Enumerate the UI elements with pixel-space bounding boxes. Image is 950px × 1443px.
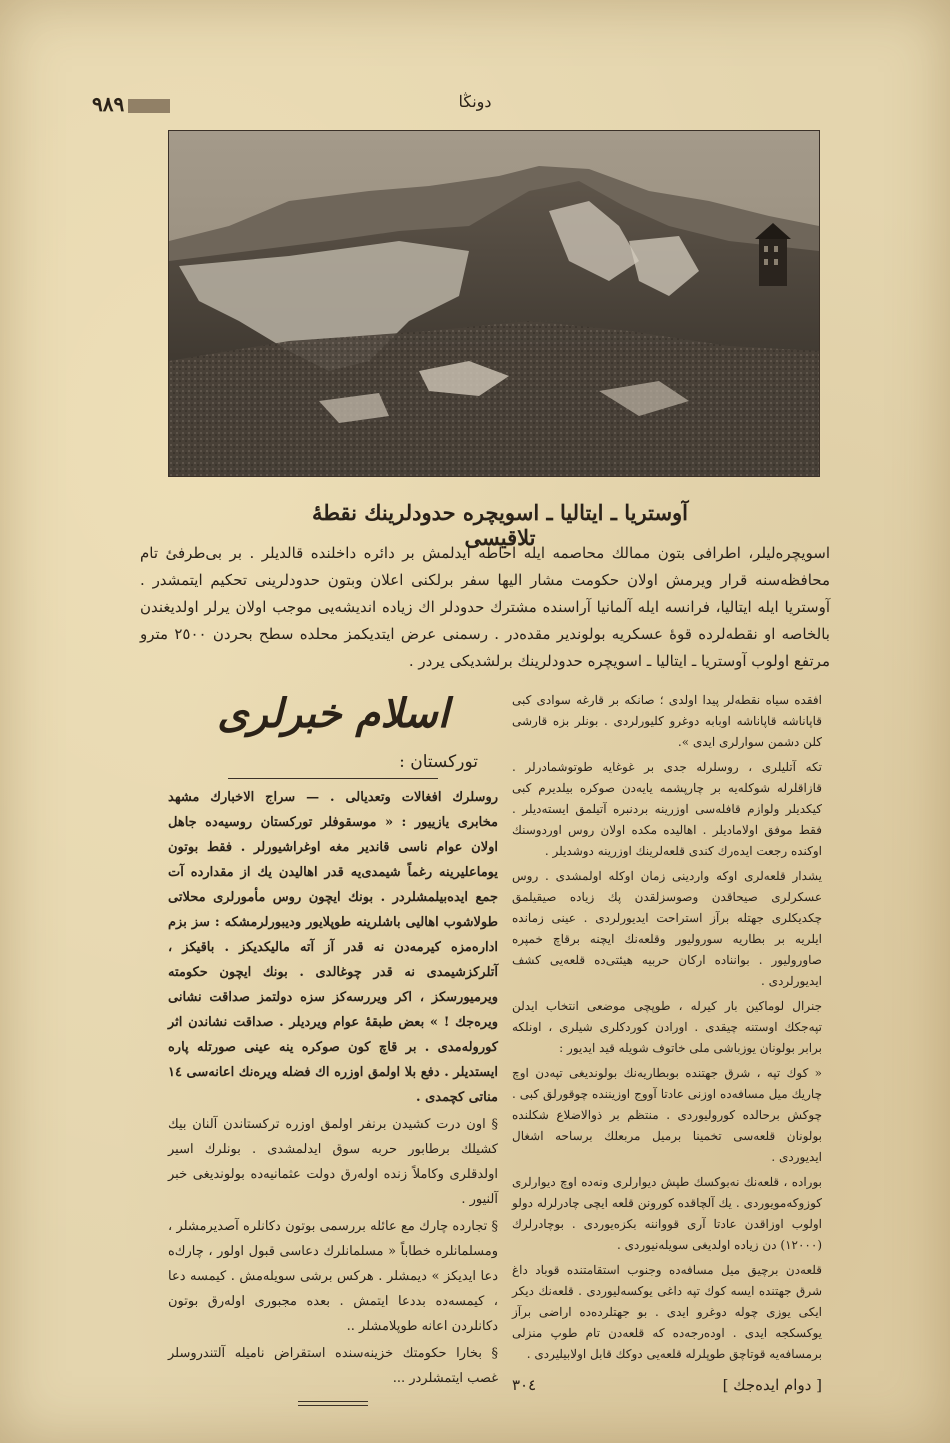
story-paragraph: جنرال لوماكين بار كيرله ، طوپچى موضعى انتخاب ايدلن تپه‌جكك اوستنه چيقدى . اورادن كوردكلرى شيلرى ، اونلكه برابر بولونان يوزباشى ملى خاتوف شويله قيد ايديور : [512, 999, 822, 1055]
intro-paragraph [140, 540, 830, 675]
news-item: روسلرك افغالات وتعديالى . — سراج الاخبارك مشهد مخابرى يازييور : « موسقوفلر توركستان روسيه‌ده جاهل اولان عوام ناسى قاندير مغه اوغراشيورلر . فقط بوتون يوماعليرينه رغماً شيمدى‌يه قدر اهاليدن يك از مقدارده آت جمع ايده‌بيلمشلردر . بونك ايچون روس مأمورلرى محلاتى طولاشوب اهاليى باشلرينه طوپلايور وديبورلرمشكه : سز بزم اداره‌مزه كيرمه‌دن نه قدر آز آته ماليكديكز . باقيكز ، آتلركزشيمدى نه قدر چوغالدى . بونك ايچون حكومته ويرميورسكز ، اكر ويررسه‌كز سزه دولتمز صداقت نشانى ويره‌جك ! » بعض طبقهٔ عوام ويرديلر . صداقت نشاندن اثر كوروله‌مدى . بر قاچ كون صوكره ينه عينى صورتله پاره ايستديلر . دفع بلا اولمق اوزره اك فضله ويره‌نك اعانه‌سى ١٤ مناتى كچمدى . [168, 790, 498, 1105]
right-column [512, 690, 822, 1396]
continued-label: [ دوام ايده‌جك ] [722, 1376, 822, 1394]
story-paragraph: تكه آتليلرى ، روسلرله جدى بر غوغايه طوتوشمادرلر . قازاقلرله شوكله‌يه بر چارپشمه يايه‌دن صوكره بيلديرم كبى كيكديلر ولوازم قافله‌سى اوزرينه بردنبره آتيلمق ايسته‌ديلر . فقط موفق اولاماديلر . اهاليده مكده اولان روس اوردوسنك اوكنده رجعت ايده‌رك كندى قلعه‌لرينك اوزرينه دوشديلر . [512, 760, 822, 858]
mountain-photo [168, 130, 820, 477]
news-item: § تجارده چارك مع عائله بررسمى بوتون دكانلره آصديرمشلر ، ومسلمانلره خطاباً « مسلمانلرك دعاسى قبول اولور ، چارك‌ه دعا ايديكز » ديمشلر . هركس برشى سويله‌مش . كيمسه دعا ، كيمسه‌ده بددعا ايتمش . بعده مجبورى اوله‌رق بوتون دكانلردن اعانه طوپلامشلر .. [168, 1219, 498, 1334]
story-paragraph: « كوك تپه ، شرق جهتنده بوبطاريه‌نك بولونديغى تپه‌دن اوچ چاريك ميل مسافه‌ده اوزنى عادتا آووج اوزيننده چوقورلق كبى . چوكش برحالده كوروليوردى . منتظم بر ذوالاضلاع شكلنده بولونان قلعه‌سى تخمينا برميل مربعلك برساحه اشغال ايديوردى . [512, 1066, 822, 1164]
left-column [168, 690, 498, 1406]
end-ornament [298, 1401, 368, 1406]
news-item: § اون درت كشيدن برنفر اولمق اوزره تركستاندن آلنان بيك كشيلك برطابور حربه سوق ايدلمشدى . بونلرك اسير اولدقلرى وكاملاً زنده اوله‌رق دولت عثمانيه‌ده بولونديغى خبر آلنيور . [168, 1117, 498, 1207]
story-paragraph: يشدار قلعه‌لرى اوكه واردينى زمان اوكله اولمشدى . روس عسكرلرى صيحاقدن وصوسزلقدن پك زياده صيقيلمق چكديكلرى جهتله برآز استراحت ايديورلردى . عينى زمانده ايلريه بر بطاريه سوروليور وقلعه‌نك ايچنه برقاچ خمپره صاوروليور . بوانناده اركان حربيه هيئتى‌ده قلعه‌يى كشف ايديورلردى . [512, 869, 822, 988]
section-subheading: توركستان : [399, 752, 478, 772]
story-paragraph: افقده سياه نقطه‌لر پيدا اولدى ؛ صانكه بر قارغه سوادى كبى قاپاناشه قاپاناشه اوبابه دوغرو كليورلردى . بونلر بزه قارشى كلن دشمن سوارلرى ايدى ». [512, 693, 822, 749]
page-number: ٩٨٩ [92, 92, 170, 116]
photo-caption: آوستريا ـ ايتاليا ـ اسويچره حدودلرينك نقطهٔ تلاقيسى [311, 500, 689, 550]
news-item: § بخارا حكومتك خزينه‌سنده استقراض ناميله آلتندروسلر غصب ايتمشلردر ... [168, 1346, 498, 1386]
running-title: دونڭا [458, 92, 492, 111]
subheading-rule [228, 778, 438, 779]
story-paragraph: بوراده ، قلعه‌نك نه‌بوكسك طپش ديوارلرى ونه‌ده اوچ ديوارلرى كوزوكه‌مويوردى . يك آلچاقده كورونن قلعه ايچى چادرلرله دولو اولوب اوزاقدن عادتا آرى قوواننه بكزه‌يوردى . بوچادرلرك (١٢٠٠٠) دن زياده اولديغى سويله‌نيوردى . [512, 1175, 822, 1252]
issue-number: ٣٠٤ [512, 1376, 537, 1394]
story-paragraph: قلعه‌دن برچيق ميل مسافه‌ده وجنوب استقامتنده قوباد داغ شرق جهتنده ايسه كوك تپه داغى يوكسه‌ليوردى . قلعه‌نك ديكر ايكى يوزى چوله دوغرو ايدى . بو جهتلرده‌ده اراضى برآز يوكسكجه ايدى . اوده‌رجه‌ده كه قلعه‌دن تام طوپ منزلى برمسافه‌يه قوتاچق طوپلرله قلعه‌يى دوكك قابل اولابيليردى . [512, 1263, 822, 1361]
footer-row [512, 1375, 822, 1396]
ink-blot [128, 99, 170, 113]
intro-text: اسويچره‌ليلر، اطرافى بتون ممالك محاصمه ايله احاطه ايدلمش بر دائره داخلنده قالديلر . بر بى‌طرفىٔ تام محافظه‌سنه قرار ويرمش اولان حكومت مشار اليها سفر برلكنى اعلان وبتون حدودلرينى تحكيم ايتمشدر . آوستريا ايله ايتاليا، فرانسه ايله آلمانيا آراسنده مشترك حدودلر اك زياده انديشه‌يى موجب اولان يرلر اولديغندن بالخاصه او نقطه‌لرده قوهٔ عسكريه بولوندير مقده‌در . رسمنى عرض ايتديكمز محلده سطح بحردن ٢٥٠٠ مترو مرتفع اولوب آوستريا ـ ايتاليا ـ اسويچره حدودلرينك برلشديكى يردر . [140, 544, 830, 670]
mountain-photo-image [169, 131, 819, 476]
section-heading: اسلام خبرلرى [217, 690, 449, 737]
